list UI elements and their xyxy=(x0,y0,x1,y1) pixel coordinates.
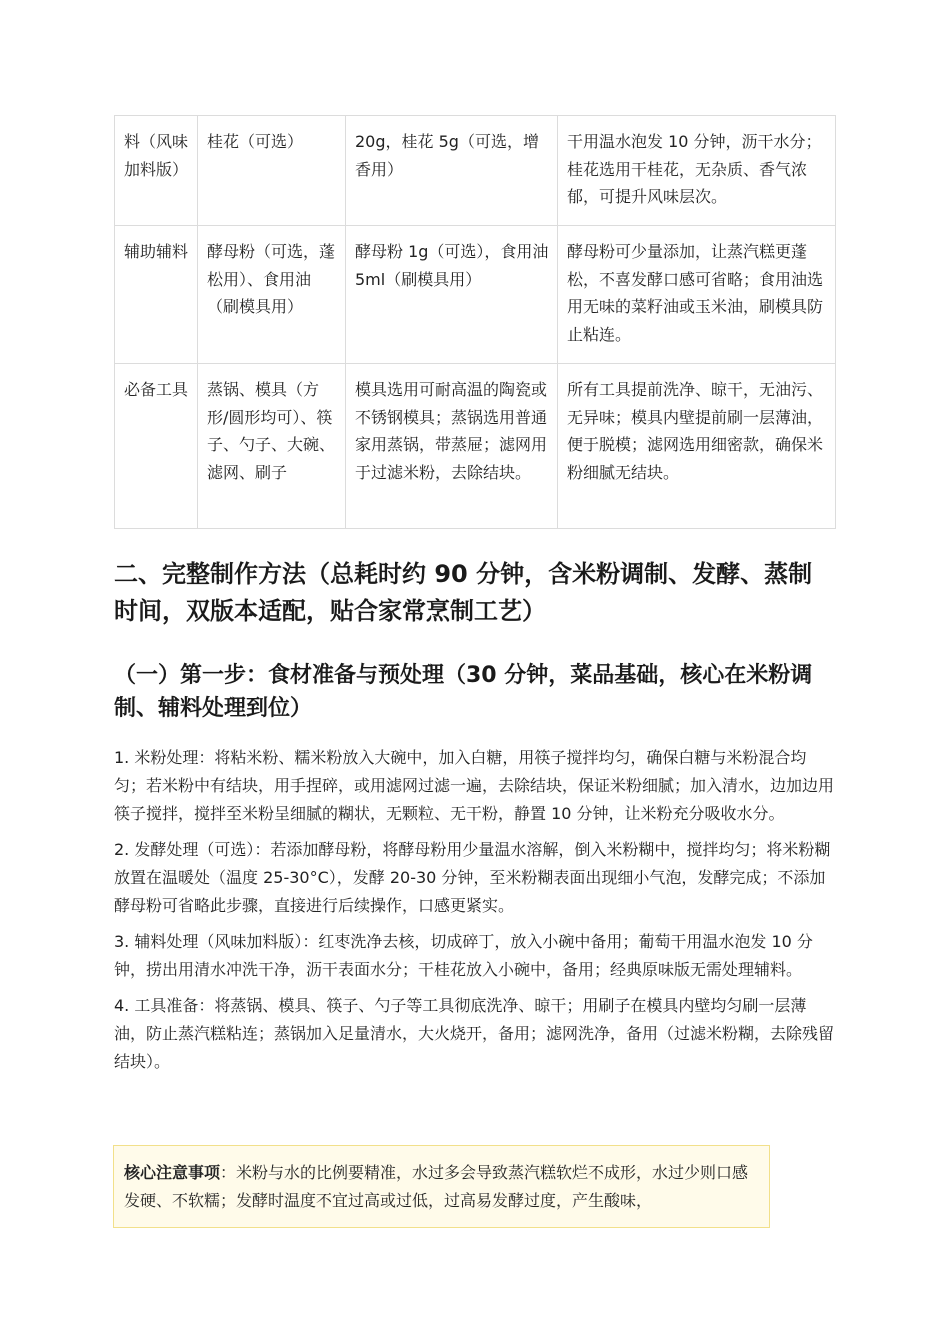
section-heading: 二、完整制作方法（总耗时约 90 分钟，含米粉调制、发酵、蒸制时间，双版本适配，贴合家常烹制工艺） xyxy=(114,560,813,625)
step-item-tools: 4. 工具准备：将蒸锅、模具、筷子、勺子等工具彻底洗净、晾干；用刷子在模具内壁均匀刷一层薄油，防止蒸汽糕粘连；蒸锅加入足量清水，大火烧开，备用；滤网洗净，备用（过滤米粉糊，去除残留结块）。 xyxy=(114,996,835,1071)
table-cell-amount: 酵母粉 1g（可选），食用油 5ml（刷模具用） xyxy=(346,226,558,364)
table-cell-category: 料（风味加料版） xyxy=(115,116,198,226)
table-row xyxy=(115,364,836,529)
tip-label: 核心注意事项 xyxy=(124,1163,221,1182)
table-cell-amount: 模具选用可耐高温的陶瓷或不锈钢模具；蒸锅选用普通家用蒸锅，带蒸屉；滤网用于过滤米粉，去除结块。 xyxy=(346,364,558,529)
table-cell-ingredient: 蒸锅、模具（方形/圆形均可）、筷子、勺子、大碗、滤网、刷子 xyxy=(198,364,346,529)
step-item-toppings: 3. 辅料处理（风味加料版）：红枣洗净去核，切成碎丁，放入小碗中备用；葡萄干用温水泡发 10 分钟，捞出用清水冲洗干净，沥干表面水分；干桂花放入小碗中，备用；经典原味版无需处理辅料。 xyxy=(114,932,813,979)
step-item-fermentation: 2. 发酵处理（可选）：若添加酵母粉，将酵母粉用少量温水溶解，倒入米粉糊中，搅拌均匀；将米粉糊放置在温暖处（温度 25-30°C），发酵 20-30 分钟，至米粉糊表面出现细小气泡，发酵完成；不添加酵母粉可省略此步骤，直接进行后续操作，口感更紧实。 xyxy=(114,840,831,915)
tip-callout xyxy=(113,1145,770,1228)
table-row xyxy=(115,226,836,364)
table-cell-note: 干用温水泡发 10 分钟，沥干水分；桂花选用干桂花，无杂质、香气浓郁，可提升风味层次。 xyxy=(558,116,836,226)
step-list xyxy=(114,744,835,1084)
table-cell-note: 所有工具提前洗净、晾干，无油污、无异味；模具内壁提前刷一层薄油，便于脱模；滤网选用细密款，确保米粉细腻无结块。 xyxy=(558,364,836,529)
table-cell-ingredient: 桂花（可选） xyxy=(198,116,346,226)
table-cell-ingredient: 酵母粉（可选，蓬松用）、食用油（刷模具用） xyxy=(198,226,346,364)
tip-text: ：米粉与水的比例要精准，水过多会导致蒸汽糕软烂不成形，水过少则口感发硬、不软糯；发酵时温度不宜过高或过低，过高易发酵过度，产生酸味， xyxy=(124,1163,749,1210)
table-cell-category: 辅助辅料 xyxy=(115,226,198,364)
table-cell-amount: 20g，桂花 5g（可选，增香用） xyxy=(346,116,558,226)
step-item-rice-flour: 1. 米粉处理：将粘米粉、糯米粉放入大碗中，加入白糖，用筷子搅拌均匀，确保白糖与米粉混合均匀；若米粉中有结块，用手捏碎，或用滤网过滤一遍，去除结块，保证米粉细腻；加入清水，边加边用筷子搅拌，搅拌至米粉呈细腻的糊状，无颗粒、无干粉，静置 10 分钟，让米粉充分吸收水分。 xyxy=(114,748,835,823)
step-heading: （一）第一步：食材准备与预处理（30 分钟，菜品基础，核心在米粉调制、辅料处理到位） xyxy=(114,663,813,721)
table-cell-note: 酵母粉可少量添加，让蒸汽糕更蓬松，不喜发酵口感可省略；食用油选用无味的菜籽油或玉米油，刷模具防止粘连。 xyxy=(558,226,836,364)
table-cell-category: 必备工具 xyxy=(115,364,198,529)
table-row xyxy=(115,116,836,226)
ingredients-table xyxy=(114,115,836,529)
